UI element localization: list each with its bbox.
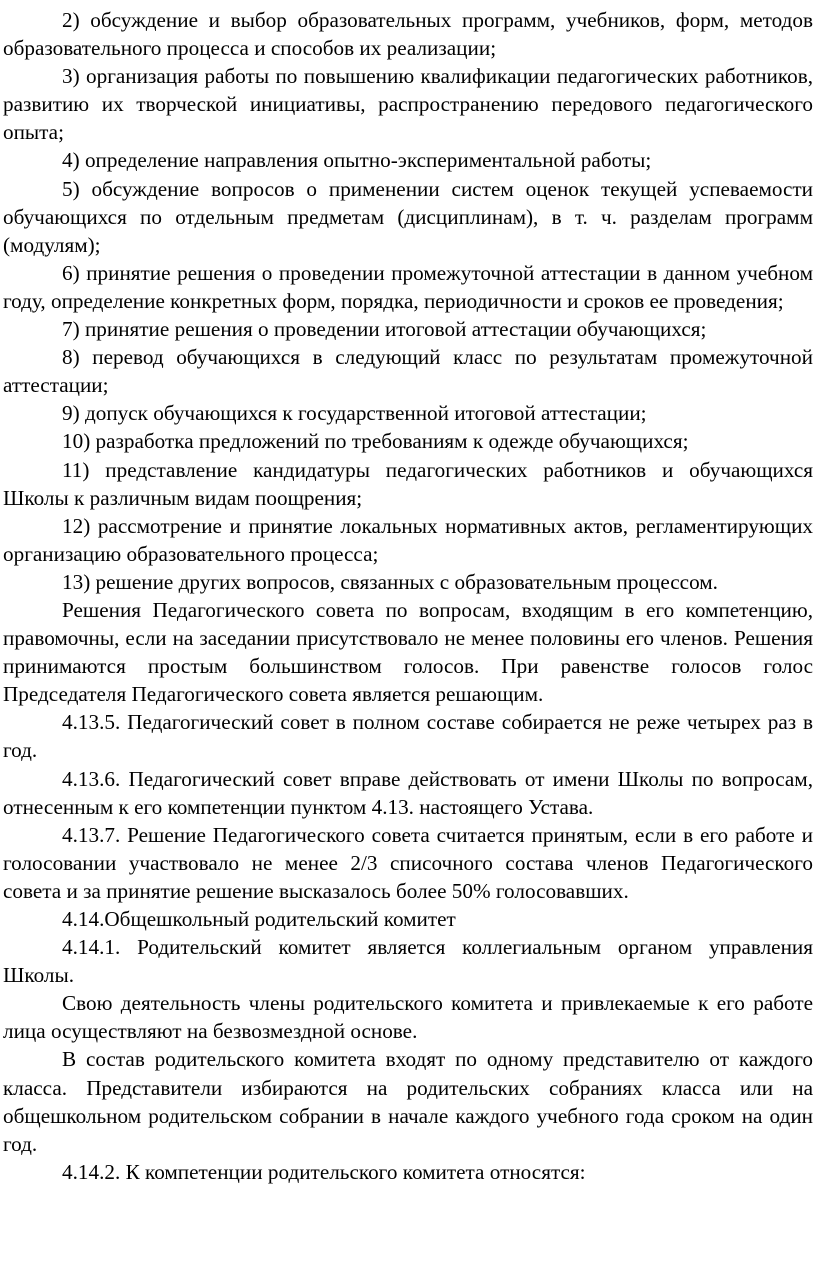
- paragraph-item-4: 4) определение направления опытно-экспериментальной работы;: [62, 148, 652, 173]
- paragraph-item-12: 12) рассмотрение и принятие локальных нормативных актов, регламентирующих организацию образовательного процесса;: [3, 513, 813, 566]
- paragraph-4-13-6: 4.13.6. Педагогический совет вправе действовать от имени Школы по вопросам, отнесенным к его компетенции пунктом 4.13. настоящего Устава.: [3, 766, 813, 819]
- paragraph-4-14-1: 4.14.1. Родительский комитет является коллегиальным органом управления Школы.: [3, 935, 813, 988]
- paragraph-item-6: 6) принятие решения о проведении промежуточной аттестации в данном учебном году, определение конкретных форм, порядка, периодичности и сроков ее проведения;: [3, 260, 813, 313]
- section-heading-4-14: 4.14.Общешкольный родительский комитет: [62, 907, 456, 931]
- paragraph-4-14-2: 4.14.2. К компетенции родительского комитета относятся:: [62, 1159, 586, 1184]
- paragraph-item-11: 11) представление кандидатуры педагогических работников и обучающихся Школы к различным видам поощрения;: [3, 457, 813, 510]
- paragraph-volunteer-basis: Свою деятельность члены родительского комитета и привлекаемые к его работе лица осуществляют на безвозмездной основе.: [3, 991, 813, 1044]
- paragraph-item-13: 13) решение других вопросов, связанных с образовательным процессом.: [62, 569, 718, 594]
- paragraph-item-5: 5) обсуждение вопросов о применении систем оценок текущей успеваемости обучающихся по отдельным предметам (дисциплинам), в т. ч. разделам программ (модулям);: [3, 176, 813, 257]
- paragraph-item-2: 2) обсуждение и выбор образовательных программ, учебников, форм, методов образовательного процесса и способов их реализации;: [3, 8, 813, 61]
- paragraph-item-7: 7) принятие решения о проведении итоговой аттестации обучающихся;: [62, 317, 707, 342]
- paragraph-4-13-7: 4.13.7. Решение Педагогического совета считается принятым, если в его работе и голосовании участвовало не менее 2/3 списочного состава членов Педагогического совета и за принятие решение высказалось более 50% голосовавших.: [3, 822, 813, 903]
- paragraph-committee-composition: В состав родительского комитета входят по одному представителю от каждого класса. Представители избираются на родительских собраниях класса или на общешкольном родительском собрании в начале каждого учебного года сроком на один год.: [3, 1047, 813, 1156]
- paragraph-4-13-5: 4.13.5. Педагогический совет в полном составе собирается не реже четырех раз в год.: [3, 710, 813, 763]
- paragraph-item-8: 8) перевод обучающихся в следующий класс по результатам промежуточной аттестации;: [3, 345, 813, 398]
- paragraph-council-decisions: Решения Педагогического совета по вопросам, входящим в его компетенцию, правомочны, если на заседании присутствовало не менее половины его членов. Решения принимаются простым большинством голосов. При равенстве голосов голос Председателя Педагогического совета является решающим.: [3, 597, 813, 707]
- paragraph-item-9: 9) допуск обучающихся к государственной итоговой аттестации;: [62, 401, 647, 426]
- paragraph-item-3: 3) организация работы по повышению квалификации педагогических работников, развитию их творческой инициативы, распространению передового педагогического опыта;: [3, 64, 813, 145]
- paragraph-item-10: 10) разработка предложений по требованиям к одежде обучающихся;: [62, 429, 689, 454]
